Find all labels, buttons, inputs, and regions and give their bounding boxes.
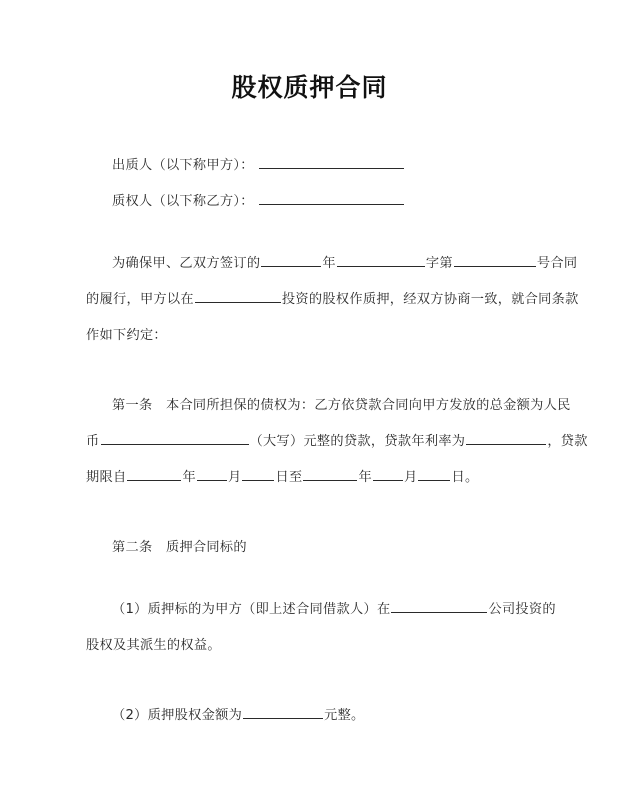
document-body (86, 148, 588, 734)
loan-amount-words-field[interactable] (101, 430, 249, 445)
contract-year-field[interactable] (261, 252, 321, 267)
loan-start-day-field[interactable] (242, 466, 274, 481)
article-1-text-g: 月 (227, 470, 242, 485)
article-2-title: 质押合同标的 (165, 540, 247, 555)
preamble-text-b: 年 (322, 256, 336, 271)
preamble-line-2 (86, 282, 579, 318)
article-1-text-b: 币 (86, 434, 100, 449)
article-2-item-2-text-b: 元整。 (324, 708, 365, 723)
preamble-text-d: 号合同 (536, 256, 578, 271)
article-2-item-1-line-1 (86, 592, 556, 628)
spacer (86, 664, 534, 698)
preamble-line-3 (86, 318, 534, 354)
article-1-line-2 (86, 424, 588, 460)
article-1-text-j: 月 (403, 470, 418, 485)
invested-company-field[interactable] (195, 288, 281, 303)
pledgor-label: 出质人（以下称甲方）： (112, 158, 254, 173)
preamble-text-a: 为确保甲、乙双方签订的 (112, 256, 261, 271)
loan-start-year-field[interactable] (127, 466, 181, 481)
preamble-line-1 (86, 246, 578, 282)
article-2-item-1-text-a: （1）质押标的为甲方（即上述合同借款人）在 (112, 602, 391, 617)
article-2-item-2-line (86, 698, 534, 734)
article-2-heading: 第二条 (112, 540, 153, 555)
article-2-item-1-text-c: 股权及其派生的权益。 (86, 638, 221, 653)
page-title: 股权质押合同 (231, 73, 388, 102)
preamble-text-e: 的履行，甲方以在 (86, 292, 194, 307)
article-1-line-3 (86, 460, 534, 496)
article-1-text-h: 日至 (275, 470, 303, 485)
preamble-text-g: 作如下约定： (86, 328, 167, 343)
pledgor-name-field[interactable] (259, 154, 404, 169)
article-1-text-f: 年 (182, 470, 196, 485)
article-1-text-a: 本合同所担保的债权为：乙方依贷款合同向甲方发放的总金额为人民 (165, 398, 571, 413)
article-1-text-c: （大写）元整的贷款，贷款年利率为 (249, 434, 466, 449)
preamble-text-f: 投资的股权作质押，经双方协商一致，就合同条款 (281, 292, 579, 307)
article-1-line-1 (86, 388, 571, 424)
preamble-text-c: 字第 (425, 256, 453, 271)
spacer (86, 354, 534, 388)
party-line-pledgee (86, 184, 534, 220)
loan-start-month-field[interactable] (197, 466, 227, 481)
article-2-item-1-text-b: 公司投资的 (488, 602, 556, 617)
article-1-heading: 第一条 (112, 398, 153, 413)
article-1-text-e: 期限自 (86, 470, 127, 485)
spacer (86, 496, 534, 530)
pledged-equity-amount-field[interactable] (243, 704, 323, 719)
contract-word-field[interactable] (337, 252, 425, 267)
loan-end-day-field[interactable] (418, 466, 450, 481)
article-2-heading-line (86, 530, 534, 566)
pledgee-name-field[interactable] (259, 190, 404, 205)
loan-end-month-field[interactable] (373, 466, 403, 481)
pledged-company-field[interactable] (391, 598, 487, 613)
article-1-text-d: ，贷款 (547, 434, 588, 449)
article-2-item-2-text-a: （2）质押股权金额为 (112, 708, 243, 723)
contract-number-field[interactable] (454, 252, 536, 267)
article-1-text-i: 年 (358, 470, 372, 485)
article-1-text-k: 日。 (451, 470, 479, 485)
loan-end-year-field[interactable] (303, 466, 357, 481)
spacer (86, 566, 534, 592)
annual-interest-rate-field[interactable] (466, 430, 546, 445)
party-line-pledgor (86, 148, 534, 184)
pledgee-label: 质权人（以下称乙方）： (112, 194, 254, 209)
spacer (86, 220, 534, 246)
article-2-item-1-line-2 (86, 628, 534, 664)
